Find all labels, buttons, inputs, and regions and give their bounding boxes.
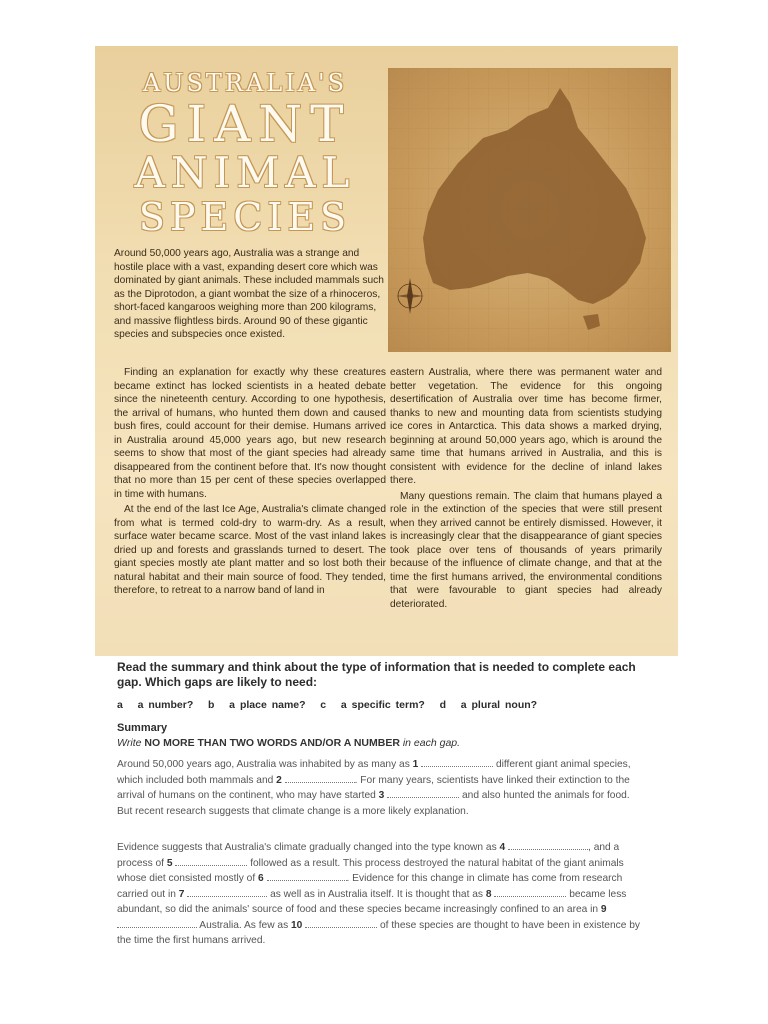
gap-number-7: 7 [178,888,185,900]
summary-text: . For many years, scientists have linked their extinction to the arrival of humans on the continent, who may have started [117,774,630,801]
summary-title: Summary [117,722,168,734]
gap-4-blank[interactable] [508,841,588,850]
summary-text: Australia. As few as [197,919,291,931]
summary-text: Evidence suggests that Australia's climate gradually changed into the type known as [117,842,500,853]
gap-3-blank[interactable] [387,789,459,798]
note-suffix: in each gap. [399,737,461,749]
article-panel [95,46,678,656]
article-title [115,68,375,238]
question-instruction: Read the summary and think about the type of information that is needed to complete each gap. Which gaps are likely to need: [117,660,636,689]
australia-map-illustration [388,68,671,352]
article-column-left [114,366,386,600]
gap-10-blank[interactable] [305,919,377,928]
gap-number-3: 3 [378,790,385,801]
gap-number-2: 2 [276,774,282,786]
note-prefix: Write [117,737,145,749]
summary-paragraph-1 [117,757,647,819]
summary-text: followed as a result. This process destroyed the natural habitat of the giant animals whose diet consisted mostly of [117,857,624,884]
summary-text: . Evidence for this change in climate has come from research carried out in [117,873,623,900]
summary-note [117,737,460,749]
gap-number-6: 6 [258,873,264,884]
gap-9-blank[interactable] [117,919,197,928]
gap-number-4: 4 [499,842,506,853]
right-paragraph-2: Many questions remain. The claim that humans played a role in the extinction of the species that were still present when they arrived cannot be entirely dismissed. However, it is increasingly clear that the disappearance of giant species took place over tens of thousands of years primarily because of the influence of climate change, and that at the time the first humans arrived, the environmental conditions that were favourable to giant species had already deteriorated. [390,490,662,610]
summary-paragraph-2 [117,840,647,949]
gap-number-8: 8 [485,888,492,900]
gap-8-blank[interactable] [494,888,566,897]
article-column-right [390,366,662,613]
summary-text: as well as in Australia itself. It is thought that as [267,888,486,900]
summary-text: of these species are thought to have been in existence by the time the first humans arrived. [117,919,640,946]
right-paragraph-1: eastern Australia, where there was permanent water and better vegetation. The evidence for this ongoing desertification of Australia over time has become firmer, thanks to new and mounting data from scientists studying ice cores in Antarctica. This data shows a marked drying, beginning at around 50,000 years ago, which is around the same time that humans arrived in Australia, and this is consistent with evidence for the decline of inland lakes there. [390,367,662,486]
gap-number-5: 5 [166,857,173,869]
summary-text: and also hunted the animals for food. But recent research suggests that climate change is a more likely explanation. [117,790,630,817]
gap-7-blank[interactable] [187,888,267,897]
australia-map-image [388,68,671,352]
title-line-2: GIANT [138,95,352,153]
summary-text: , and a process of [117,842,620,869]
summary-text: different giant animal species, which included both mammals and [117,759,631,786]
note-emphasis: NO MORE THAN TWO WORDS AND/OR A NUMBER [144,737,400,749]
gap-2-blank[interactable] [285,774,355,783]
question-options: a a number? b a place name? c a specific term? d a plural noun? [117,699,538,711]
gap-6-blank[interactable] [267,872,347,881]
summary-text: became less abundant, so did the animals' source of food and these species became increasingly confined to an area in [117,888,627,915]
title-line-1: AUSTRALIA'S [142,69,348,97]
title-line-4: SPECIES [138,195,352,239]
gap-number-10: 10 [291,919,303,931]
gap-number-1: 1 [412,759,419,770]
gap-5-blank[interactable] [175,857,247,866]
left-paragraph-1: Finding an explanation for exactly why these creatures became extinct has locked scientists in a heated debate since the nineteenth century. According to one hypothesis, the arrival of humans, who hunted them down and caused bush fires, could account for their demise. Humans arrived in Australia around 45,000 years ago, but new research seems to show that most of the giant species had already disappeared from the continent before that. It's now thought that no more than 15 per cent of these species overlapped in time with humans. [114,367,386,500]
intro-paragraph: Around 50,000 years ago, Australia was a strange and hostile place with a vast, expanding desert core which was dominated by giant animals. These included mammals such as the Diprotodon, a giant wombat the size of a rhinoceros, short-faced kangaroos weighing more than 200 kilograms, and massive flightless birds. Around 90 of these gigantic species and subspecies once existed. [114,248,384,340]
gap-number-9: 9 [600,904,607,915]
summary-text: Around 50,000 years ago, Australia was inhabited by as many as [117,759,413,770]
title-line-3: ANIMAL [134,148,356,197]
left-paragraph-2: At the end of the last Ice Age, Australia's climate changed from what is termed cold-dry to warm-dry. As a result, surface water became scarce. Most of the vast inland lakes dried up and forests and grasslands turned to desert. The giant species mostly ate plant matter and so lost both their natural habitat and their main source of food. They tended, therefore, to retreat to a narrow band of land in [114,504,386,596]
gap-1-blank[interactable] [421,758,493,767]
